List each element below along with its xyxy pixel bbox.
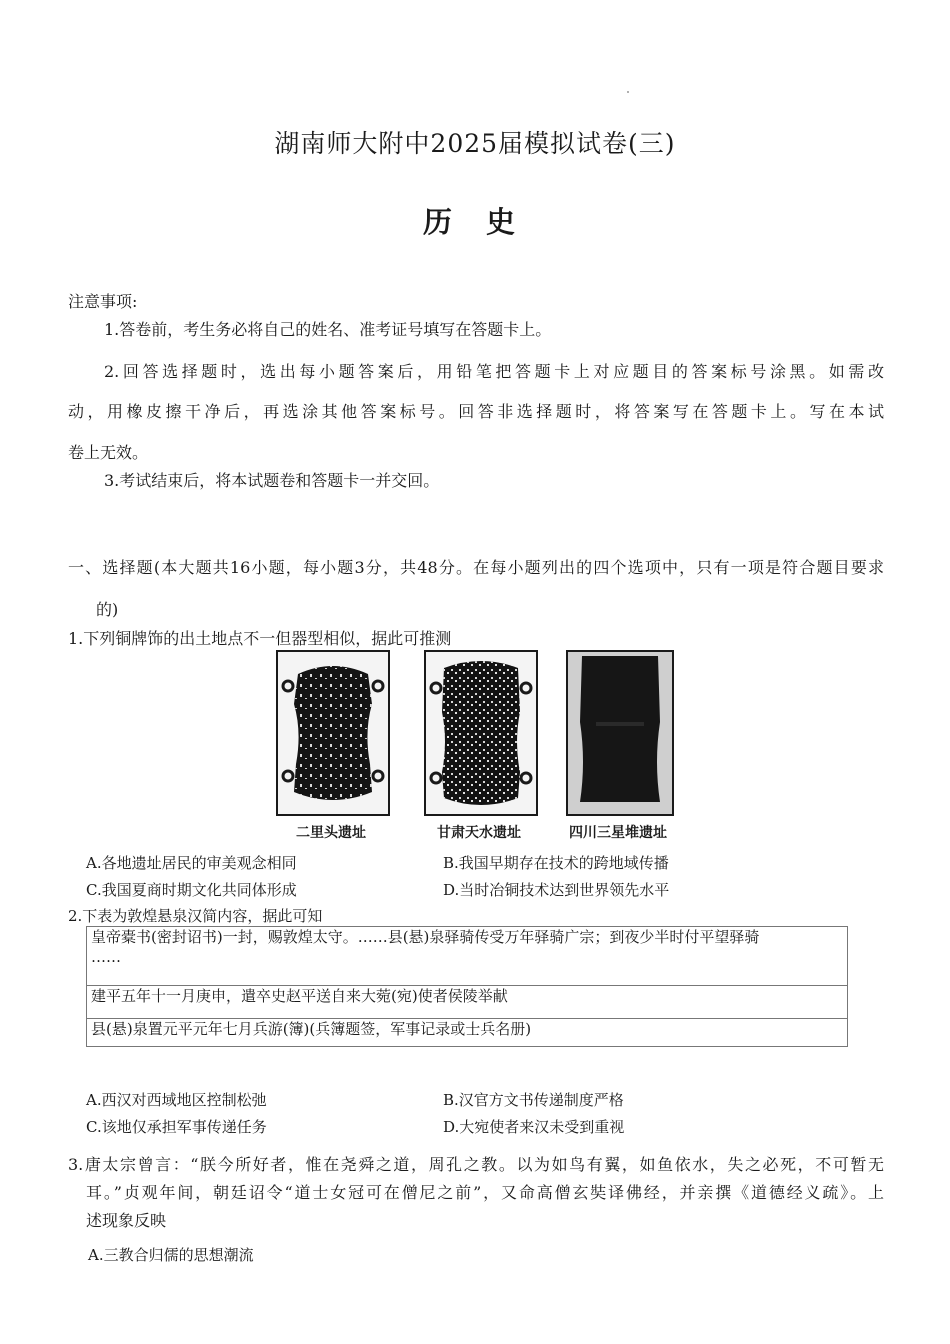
table-cell: 建平五年十一月庚申，遣卒史赵平送自来大菀(宛)使者侯陵举献 xyxy=(87,986,848,1019)
scan-speck xyxy=(627,91,629,93)
table-row xyxy=(87,986,848,1019)
note-item-2-line-1: 2.回答选择题时，选出每小题答案后，用铅笔把答题卡上对应题目的答案标号涂黑。如需改 xyxy=(104,362,884,381)
subject-title: 历 史 xyxy=(422,205,528,239)
section-heading-line-2: 的) xyxy=(96,600,119,619)
figure-frame xyxy=(276,650,390,816)
notes-heading: 注意事项: xyxy=(68,292,138,311)
question-3-stem-line-1: 3.唐太宗曾言：“朕今所好者，惟在尧舜之道，周孔之教。以为如鸟有翼，如鱼依水，失之必死，不可暂无 xyxy=(68,1155,884,1174)
bronze-plaque-image xyxy=(278,652,388,814)
question-1-option-c[interactable]: C.我国夏商时期文化共同体形成 xyxy=(86,881,297,899)
question-1-stem: 1.下列铜牌饰的出土地点不一但器型相似，据此可推测 xyxy=(68,629,452,648)
exam-title: 湖南师大附中2025届模拟试卷(三) xyxy=(274,129,676,158)
figure-caption-1: 二里头遗址 xyxy=(296,825,366,841)
question-1-option-a[interactable]: A.各地遗址居民的审美观念相同 xyxy=(86,854,297,872)
question-3-stem-line-3: 述现象反映 xyxy=(86,1211,167,1230)
figure-caption-3: 四川三星堆遗址 xyxy=(569,825,667,841)
question-2-stem: 2.下表为敦煌悬泉汉简内容，据此可知 xyxy=(68,907,323,925)
figure-frame xyxy=(424,650,538,816)
note-item-3: 3.考试结束后，将本试题卷和答题卡一并交回。 xyxy=(104,471,440,490)
question-2-option-a[interactable]: A.西汉对西域地区控制松弛 xyxy=(86,1091,267,1109)
note-item-2-line-2: 动，用橡皮擦干净后，再选涂其他答案标号。回答非选择题时，将答案写在答题卡上。写在本试 xyxy=(68,402,884,421)
figure-frame xyxy=(566,650,674,816)
question-2-option-d[interactable]: D.大宛使者来汉未受到重视 xyxy=(443,1118,625,1136)
question-3-option-a[interactable]: A.三教合归儒的思想潮流 xyxy=(88,1246,254,1264)
question-2-option-c[interactable]: C.该地仅承担军事传递任务 xyxy=(86,1118,267,1136)
question-3-stem-line-2: 耳。”贞观年间，朝廷诏令“道士女冠可在僧尼之前”，又命高僧玄奘译佛经，并亲撰《道德经义疏》。上 xyxy=(86,1183,884,1202)
table-row xyxy=(87,927,848,986)
question-2-option-b[interactable]: B.汉官方文书传递制度严格 xyxy=(443,1091,624,1109)
bronze-plaque-image xyxy=(426,652,536,814)
question-1-option-d[interactable]: D.当时冶铜技术达到世界领先水平 xyxy=(443,881,670,899)
bronze-plaque-image xyxy=(568,652,672,814)
section-heading-line-1: 一、选择题(本大题共16小题，每小题3分，共48分。在每小题列出的四个选项中，只有一项是符合题目要求 xyxy=(68,558,884,577)
table-cell-line: 皇帝橐书(密封诏书)一封，赐敦煌太守。……县(悬)泉驿骑传受万年驿骑广宗；到夜少半时付平望驿骑 xyxy=(91,928,760,946)
table-row xyxy=(87,1019,848,1047)
table-cell: 县(悬)泉置元平元年七月兵游(簿)(兵簿题签，军事记录或士兵名册) xyxy=(87,1019,848,1047)
table-cell-line: …… xyxy=(91,948,121,966)
question-1-option-b[interactable]: B.我国早期存在技术的跨地域传播 xyxy=(443,854,669,872)
note-item-1: 1.答卷前，考生务必将自己的姓名、准考证号填写在答题卡上。 xyxy=(104,320,552,339)
hanjian-table xyxy=(86,926,848,1047)
figure-caption-2: 甘肃天水遗址 xyxy=(437,825,521,841)
note-item-2-line-3: 卷上无效。 xyxy=(68,443,149,462)
table-cell xyxy=(87,927,848,986)
bronze-plaque-figures xyxy=(270,650,680,846)
